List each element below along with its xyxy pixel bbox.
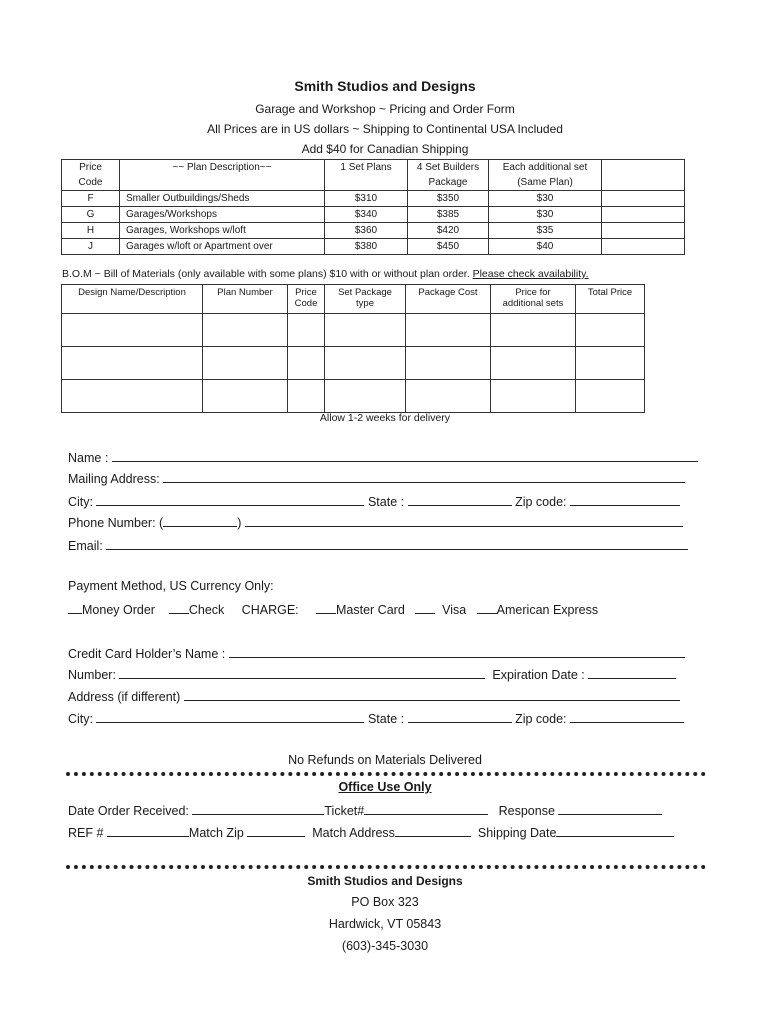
header-package-cost: Package Cost <box>406 285 491 314</box>
subtitle-prices: All Prices are in US dollars ~ Shipping to Continental USA Included <box>207 122 563 136</box>
response-field[interactable] <box>558 802 662 815</box>
card-number-field[interactable] <box>119 666 485 679</box>
card-address-field[interactable] <box>184 688 680 701</box>
card-city-field[interactable] <box>96 710 364 723</box>
amex-checkbox[interactable] <box>477 601 497 614</box>
table-row: G Garages/Workshops $340 $385 $30 <box>62 207 685 223</box>
office-line-1: Date Order Received: Ticket# Response <box>68 802 662 818</box>
master-card-checkbox[interactable] <box>316 601 336 614</box>
email-field[interactable] <box>106 537 688 550</box>
phone-line: Phone Number: ( ) <box>68 514 683 530</box>
mailing-line: Mailing Address: <box>68 470 685 486</box>
order-entry-row[interactable] <box>62 314 645 347</box>
header-additional: Each additional set (Same Plan) <box>489 160 602 191</box>
card-number-line: Number: Expiration Date : <box>68 666 676 682</box>
pricing-table <box>61 159 685 255</box>
delivery-note: Allow 1-2 weeks for delivery <box>319 412 451 424</box>
date-received-field[interactable] <box>192 802 324 815</box>
money-order-checkbox[interactable] <box>68 601 82 614</box>
order-entry-row[interactable] <box>62 347 645 380</box>
payment-title: Payment Method, US Currency Only: <box>68 579 274 593</box>
dotted-divider <box>66 865 706 869</box>
dotted-divider <box>66 772 706 776</box>
area-code-field[interactable] <box>163 514 237 527</box>
ticket-field[interactable] <box>364 802 488 815</box>
header-1-set: 1 Set Plans <box>325 160 408 191</box>
email-line: Email: <box>68 537 688 553</box>
city-line: City: State : Zip code: <box>68 493 680 509</box>
header-total-price: Total Price <box>576 285 645 314</box>
card-holder-line: Credit Card Holder’s Name : <box>68 645 685 661</box>
name-field[interactable] <box>112 449 698 462</box>
footer-po-box: PO Box 323 <box>351 895 419 909</box>
order-entry-row[interactable] <box>62 380 645 413</box>
header-blank <box>602 160 685 191</box>
office-line-2: REF # Match Zip Match Address Shipping Date <box>68 824 674 840</box>
expiration-field[interactable] <box>588 666 676 679</box>
card-city-line: City: State : Zip code: <box>68 710 684 726</box>
visa-checkbox[interactable] <box>415 601 435 614</box>
payment-options: Money Order Check CHARGE: Master Card Visa American Express <box>68 601 598 617</box>
card-holder-field[interactable] <box>229 645 685 658</box>
header-4-set: 4 Set Builders Package <box>408 160 489 191</box>
table-row: F Smaller Outbuildings/Sheds $310 $350 $30 <box>62 191 685 207</box>
order-header-row <box>62 285 645 314</box>
mailing-address-field[interactable] <box>163 470 685 483</box>
refund-note: No Refunds on Materials Delivered <box>288 753 482 767</box>
table-row: J Garages w/loft or Apartment over $380 $450 $40 <box>62 239 685 255</box>
pricing-header-row <box>62 160 685 191</box>
header-additional-price: Price for additional sets <box>491 285 576 314</box>
header-set-package: Set Package type <box>325 285 406 314</box>
name-line: Name : <box>68 449 698 465</box>
header-plan-number: Plan Number <box>203 285 288 314</box>
match-zip-field[interactable] <box>247 824 305 837</box>
subtitle-shipping: Add $40 for Canadian Shipping <box>301 142 469 156</box>
footer-phone: (603)-345-3030 <box>341 939 429 953</box>
phone-field[interactable] <box>245 514 683 527</box>
header-design-name: Design Name/Description <box>62 285 203 314</box>
table-row: H Garages, Workshops w/loft $360 $420 $35 <box>62 223 685 239</box>
header-price-code: Price Code <box>62 160 120 191</box>
shipping-date-field[interactable] <box>556 824 674 837</box>
bom-note: B.O.M ~ Bill of Materials (only available with some plans) $10 with or without plan order. Please check availability. <box>62 268 589 280</box>
footer-company: Smith Studios and Designs <box>307 874 463 888</box>
card-address-line: Address (if different) <box>68 688 680 704</box>
order-table <box>61 284 645 413</box>
office-use-title: Office Use Only <box>338 780 432 794</box>
check-checkbox[interactable] <box>169 601 189 614</box>
header-plan-description: ~~ Plan Description~~ <box>120 160 325 191</box>
match-address-field[interactable] <box>395 824 471 837</box>
zip-field[interactable] <box>570 493 680 506</box>
ref-field[interactable] <box>107 824 189 837</box>
subtitle-form: Garage and Workshop ~ Pricing and Order Form <box>255 102 515 116</box>
card-state-field[interactable] <box>408 710 512 723</box>
check-availability-link[interactable]: Please check availability. <box>472 268 589 280</box>
city-field[interactable] <box>96 493 364 506</box>
footer-city: Hardwick, VT 05843 <box>328 917 442 931</box>
header-price-code-order: Price Code <box>288 285 325 314</box>
company-title: Smith Studios and Designs <box>294 78 476 94</box>
card-zip-field[interactable] <box>570 710 684 723</box>
state-field[interactable] <box>408 493 512 506</box>
